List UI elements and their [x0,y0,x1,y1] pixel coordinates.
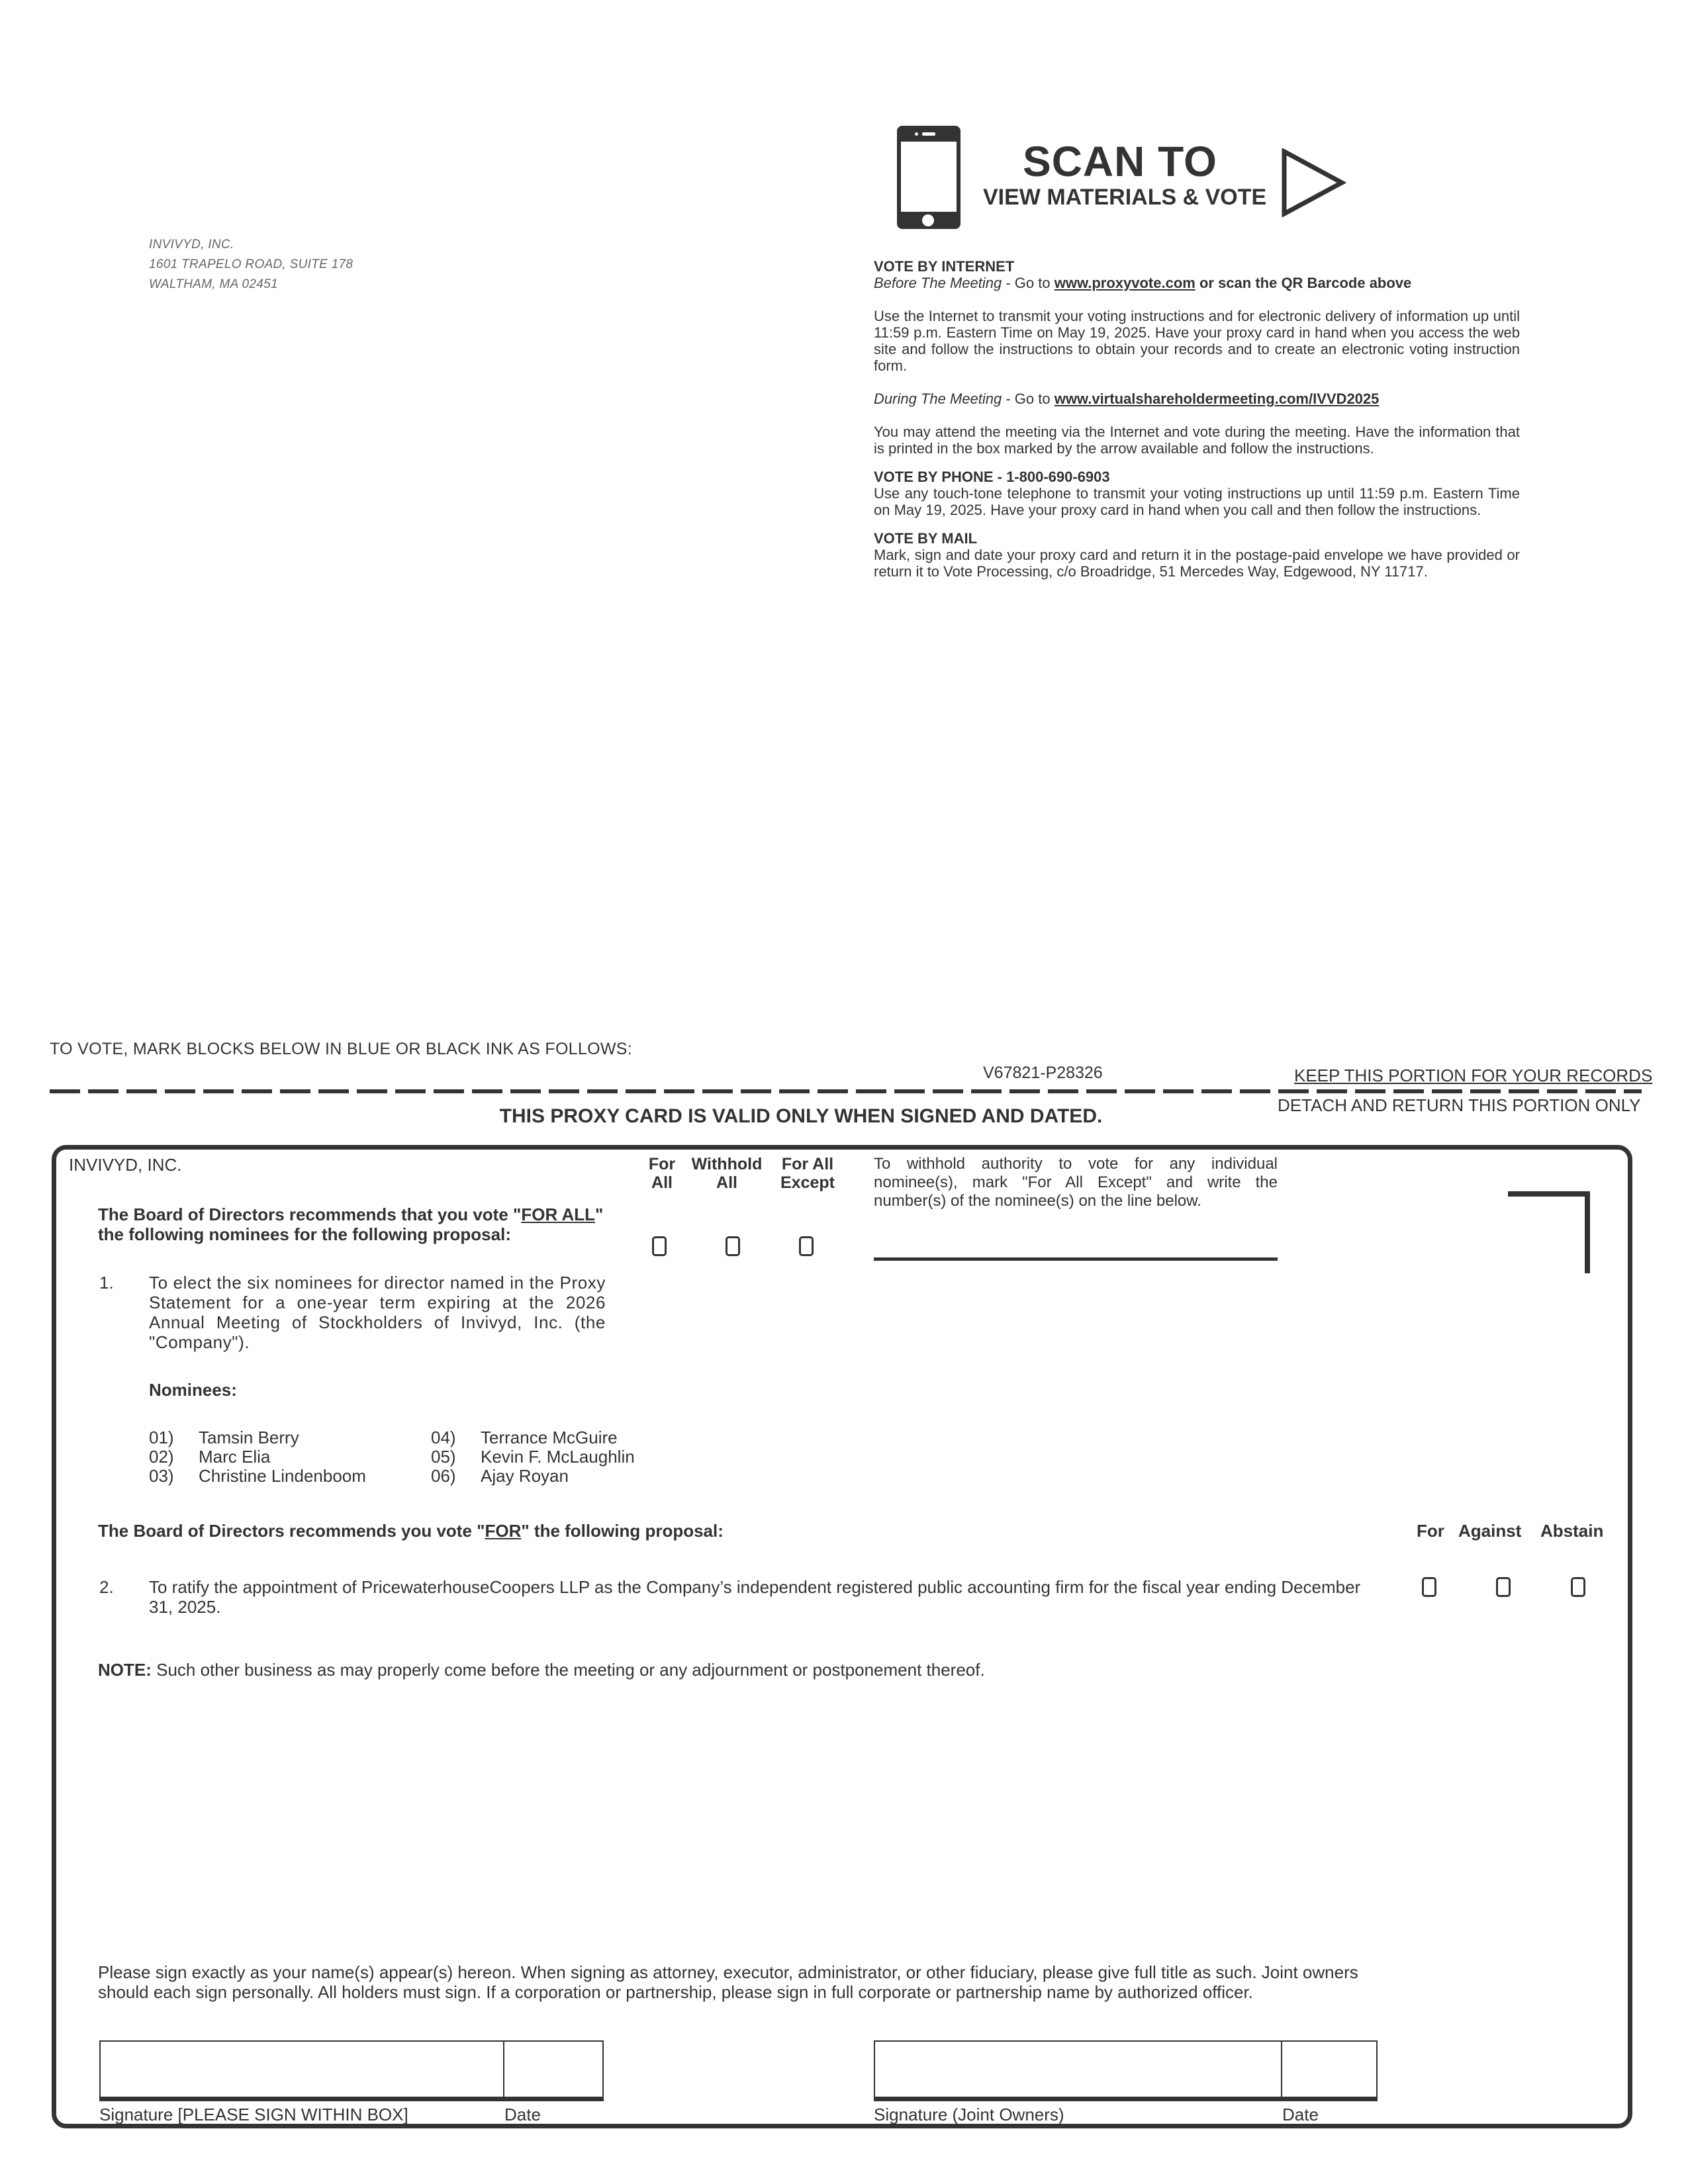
mark-instruction: TO VOTE, MARK BLOCKS BELOW IN BLUE OR BLACK INK AS FOLLOWS: [50,1040,632,1058]
go-to-text: - Go to [1002,275,1055,291]
address-line-3: WALTHAM, MA 02451 [149,277,278,291]
joint-signature-field[interactable] [874,2040,1282,2101]
voting-instructions [874,258,1520,580]
checkbox-against[interactable] [1496,1577,1511,1597]
company-name: INVIVYD, INC. [69,1155,182,1175]
rec-emphasis: FOR [485,1521,522,1541]
nominee-number: 05) [431,1447,456,1467]
column-header-for-all-except [771,1155,844,1192]
column-header-for: For [1417,1521,1444,1541]
proposal2-recommendation [98,1521,724,1541]
nominee-item [431,1467,635,1486]
arrow-right-icon [1281,148,1347,217]
header-line: Withhold [691,1155,763,1173]
valid-notice: THIS PROXY CARD IS VALID ONLY WHEN SIGNED AND DATED. [499,1105,1103,1127]
rec-text: The Board of Directors recommends you vote " [98,1521,485,1541]
detach-perforation [50,1089,1642,1093]
corner-mark-icon [1508,1191,1590,1197]
nominee-item [149,1447,366,1467]
column-header-withhold-all [684,1155,770,1192]
internet-instructions: Use the Internet to transmit your voting instructions and for electronic delivery of information up until 11:59 p.m. Eastern Time on May 19, 2025. Have your proxy card in hand when you access the web site and follow the instructions to obtain your records and to create an electronic voting instruction form. [874,308,1520,374]
note [98,1660,985,1680]
nominee-list-left [149,1428,366,1486]
rec-text: " [595,1205,604,1224]
checkbox-withhold-all[interactable] [726,1236,740,1256]
corner-mark-icon [1585,1191,1590,1273]
virtual-meeting-link[interactable]: www.virtualshareholdermeeting.com/IVVD2025 [1054,390,1380,407]
control-number: V67821-P28326 [983,1064,1103,1082]
qr-scan-text: or scan the QR Barcode above [1195,275,1412,291]
header-line: Except [780,1173,835,1192]
proposal1-number: 1. [99,1273,114,1293]
before-meeting-line [874,275,1520,291]
rec-text: The Board of Directors recommends that you vote " [98,1205,522,1224]
checkbox-for-all-except[interactable] [799,1236,814,1256]
header-line: For [648,1155,676,1173]
checkbox-for[interactable] [1422,1577,1436,1597]
vote-by-phone-heading: VOTE BY PHONE - 1-800-690-6903 [874,469,1110,485]
nominee-name: Terrance McGuire [481,1428,618,1447]
rec-text: " the following proposal: [521,1521,724,1541]
scan-subtitle: VIEW MATERIALS & VOTE [983,185,1267,210]
address-line-2: 1601 TRAPELO ROAD, SUITE 178 [149,257,353,271]
nominee-name: Christine Lindenboom [199,1466,366,1486]
header-line: All [716,1173,737,1192]
nominee-item [149,1467,366,1486]
before-meeting-label: Before The Meeting [874,275,1002,291]
nominee-exception-line[interactable] [874,1257,1278,1261]
go-to-text: - Go to [1002,390,1055,407]
proposal1-recommendation [98,1205,603,1244]
column-header-for-all [642,1155,682,1192]
checkbox-for-all[interactable] [652,1236,667,1256]
nominee-item [431,1428,635,1447]
mailing-address [149,235,353,295]
joint-date-label: Date [1282,2105,1319,2124]
nominee-name: Kevin F. McLaughlin [481,1447,635,1467]
mail-instructions: Mark, sign and date your proxy card and return it in the postage-paid envelope we have provided or return it to Vote Processing, c/o Broadridge, 51 Mercedes Way, Edgewood, NY 11717. [874,547,1520,580]
signature-field[interactable] [99,2040,504,2101]
column-header-against: Against [1458,1521,1522,1541]
note-label: NOTE: [98,1660,152,1680]
proposal2-number: 2. [99,1577,114,1597]
header-line: For All [781,1155,834,1173]
signature-label: Signature [PLEASE SIGN WITHIN BOX] [99,2105,408,2124]
note-text: Such other business as may properly come before the meeting or any adjournment or postponement thereof. [151,1660,985,1680]
scan-title: SCAN TO [1023,138,1217,185]
header-line: All [651,1173,673,1192]
joint-signature-label: Signature (Joint Owners) [874,2105,1064,2124]
vote-by-internet-heading: VOTE BY INTERNET [874,258,1015,275]
column-header-abstain: Abstain [1540,1521,1604,1541]
vote-by-mail-heading: VOTE BY MAIL [874,530,978,547]
proposal1-text: To elect the six nominees for director named in the Proxy Statement for a one-year term expiring at the 2026 Annual Meeting of Stockholders of Invivyd, Inc. (the "Company"). [149,1273,606,1352]
joint-date-field[interactable] [1281,2040,1378,2101]
withhold-instruction: To withhold authority to vote for any individual nominee(s), mark "For All Except" and write the number(s) of the nominee(s) on the line below. [874,1155,1278,1210]
keep-portion-label: KEEP THIS PORTION FOR YOUR RECORDS [1294,1066,1653,1085]
date-label: Date [504,2105,541,2124]
proxyvote-link[interactable]: www.proxyvote.com [1054,275,1196,291]
nominee-list-right [431,1428,635,1486]
rec-emphasis: FOR ALL [521,1205,596,1224]
nominee-number: 02) [149,1447,174,1467]
nominees-heading: Nominees: [149,1380,237,1400]
during-meeting-instructions: You may attend the meeting via the Internet and vote during the meeting. Have the information that is printed in the box marked by the arrow available and follow the instructions. [874,424,1520,457]
nominee-number: 04) [431,1428,456,1447]
date-field[interactable] [503,2040,604,2101]
nominee-number: 06) [431,1466,456,1486]
nominee-number: 03) [149,1466,174,1486]
signing-instructions: Please sign exactly as your name(s) appear(s) hereon. When signing as attorney, executor, administrator, or other fiduciary, please give full title as such. Joint owners should each sign personally. All holders must sign. If a corporation or partnership, please sign in full corporate or partnership name by authorized officer. [98,1962,1358,2002]
during-meeting-line [874,390,1520,407]
detach-portion-label: DETACH AND RETURN THIS PORTION ONLY [1278,1095,1641,1115]
checkbox-abstain[interactable] [1571,1577,1585,1597]
nominee-name: Tamsin Berry [199,1428,299,1447]
nominee-name: Marc Elia [199,1447,271,1467]
phone-instructions: Use any touch-tone telephone to transmit your voting instructions up until 11:59 p.m. Eastern Time on May 19, 2025. Have your proxy card in hand when you call and then follow the instructions. [874,485,1520,518]
address-line-1: INVIVYD, INC. [149,238,234,251]
proposal2-text: To ratify the appointment of PricewaterhouseCoopers LLP as the Company’s independent registered public accounting firm for the fiscal year ending December 31, 2025. [149,1577,1361,1617]
nominee-item [149,1428,366,1447]
rec-text-line2: the following nominees for the following proposal: [98,1224,511,1244]
phone-icon [897,126,961,229]
nominee-name: Ajay Royan [481,1466,569,1486]
nominee-number: 01) [149,1428,174,1447]
during-meeting-label: During The Meeting [874,390,1002,407]
nominee-item [431,1447,635,1467]
